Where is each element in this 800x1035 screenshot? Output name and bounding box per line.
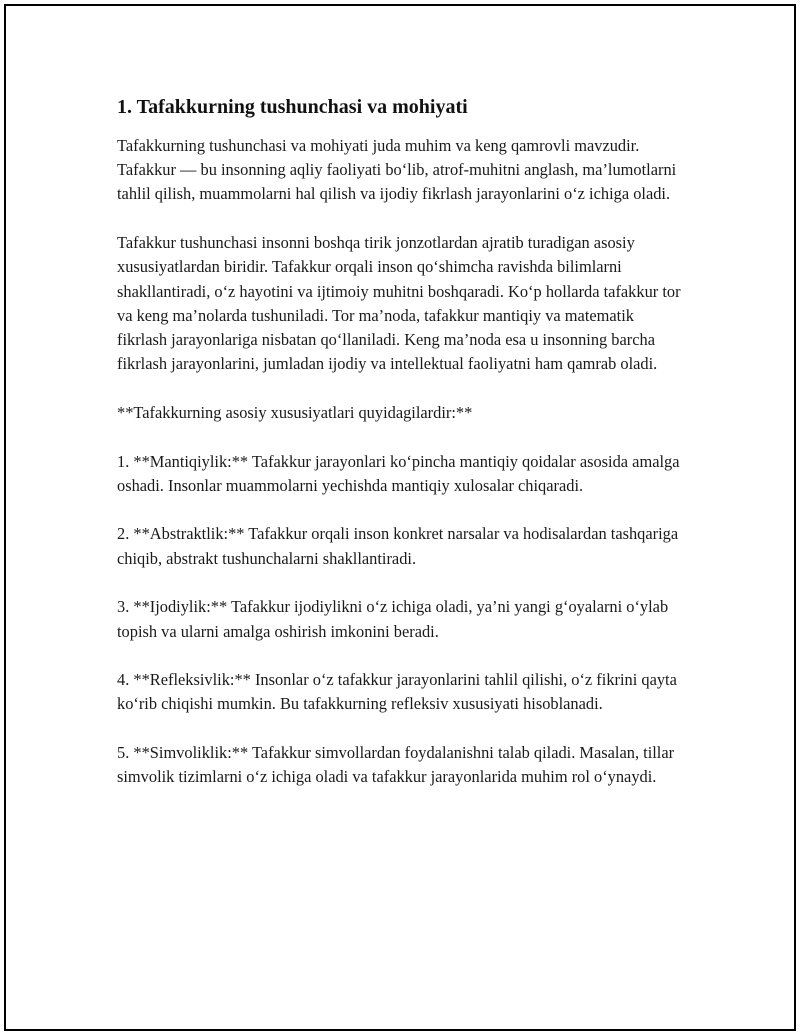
- list-item-mantiqiylik: 1. **Mantiqiylik:** Tafakkur jarayonlari ko‘pincha mantiqiy qoidalar asosida amalga oshadi. Insonlar muammolarni yechishda mantiqiy xulosalar chiqaradi.: [117, 451, 680, 495]
- list-item-simvoliklik: 5. **Simvoliklik:** Tafakkur simvollardan foydalanishni talab qiladi. Masalan, tillar simvolik tizimlarni o‘z ichiga oladi va tafakkur jarayonlarida muhim rol o‘ynaydi.: [117, 743, 675, 787]
- document-body: [117, 95, 687, 814]
- paragraph-features-heading: **Tafakkurning asosiy xususiyatlari quyidagilardir:**: [117, 402, 473, 422]
- list-item-refleksivlik: 4. **Refleksivlik:** Insonlar o‘z tafakkur jarayonlarini tahlil qilishi, o‘z fikrini qayta ko‘rib chiqishi mumkin. Bu tafakkurning refleksiv xususiyati hisoblanadi.: [117, 670, 677, 714]
- section-title: 1. Tafakkurning tushunchasi va mohiyati: [117, 96, 468, 118]
- list-item-abstraktlik: 2. **Abstraktlik:** Tafakkur orqali inson konkret narsalar va hodisalardan tashqariga chiqib, abstrakt tushunchalarni shakllantiradi.: [117, 524, 679, 568]
- paragraph-concept: Tafakkur tushunchasi insonni boshqa tirik jonzotlardan ajratib turadigan asosiy xususiyatlardan biridir. Tafakkur orqali inson qo‘shimcha ravishda bilimlarni shakllantiradi, o‘z hayotini va ijtimoiy muhitni boshqaradi. Ko‘p hollarda tafakkur tor va keng ma’nolarda tushuniladi. Tor ma’noda, tafakkur mantiqiy va matematik fikrlash jarayonlariga nisbatan qo‘llaniladi. Keng ma’noda esa u insonning barcha fikrlash jarayonlarini, jumladan ijodiy va intellektual faoliyatni ham qamrab oladi.: [117, 233, 681, 374]
- paragraph-intro: Tafakkurning tushunchasi va mohiyati juda muhim va keng qamrovli mavzudir. Tafakkur — bu insonning aqliy faoliyati bo‘lib, atrof-muhitni anglash, ma’lumotlarni tahlil qilish, muammolarni hal qilish va ijodiy fikrlash jarayonlarini o‘z ichiga oladi.: [117, 136, 677, 204]
- list-item-ijodiylik: 3. **Ijodiylik:** Tafakkur ijodiylikni o‘z ichiga oladi, ya’ni yangi g‘oyalarni o‘ylab topish va ularni amalga oshirish imkonini beradi.: [117, 597, 669, 641]
